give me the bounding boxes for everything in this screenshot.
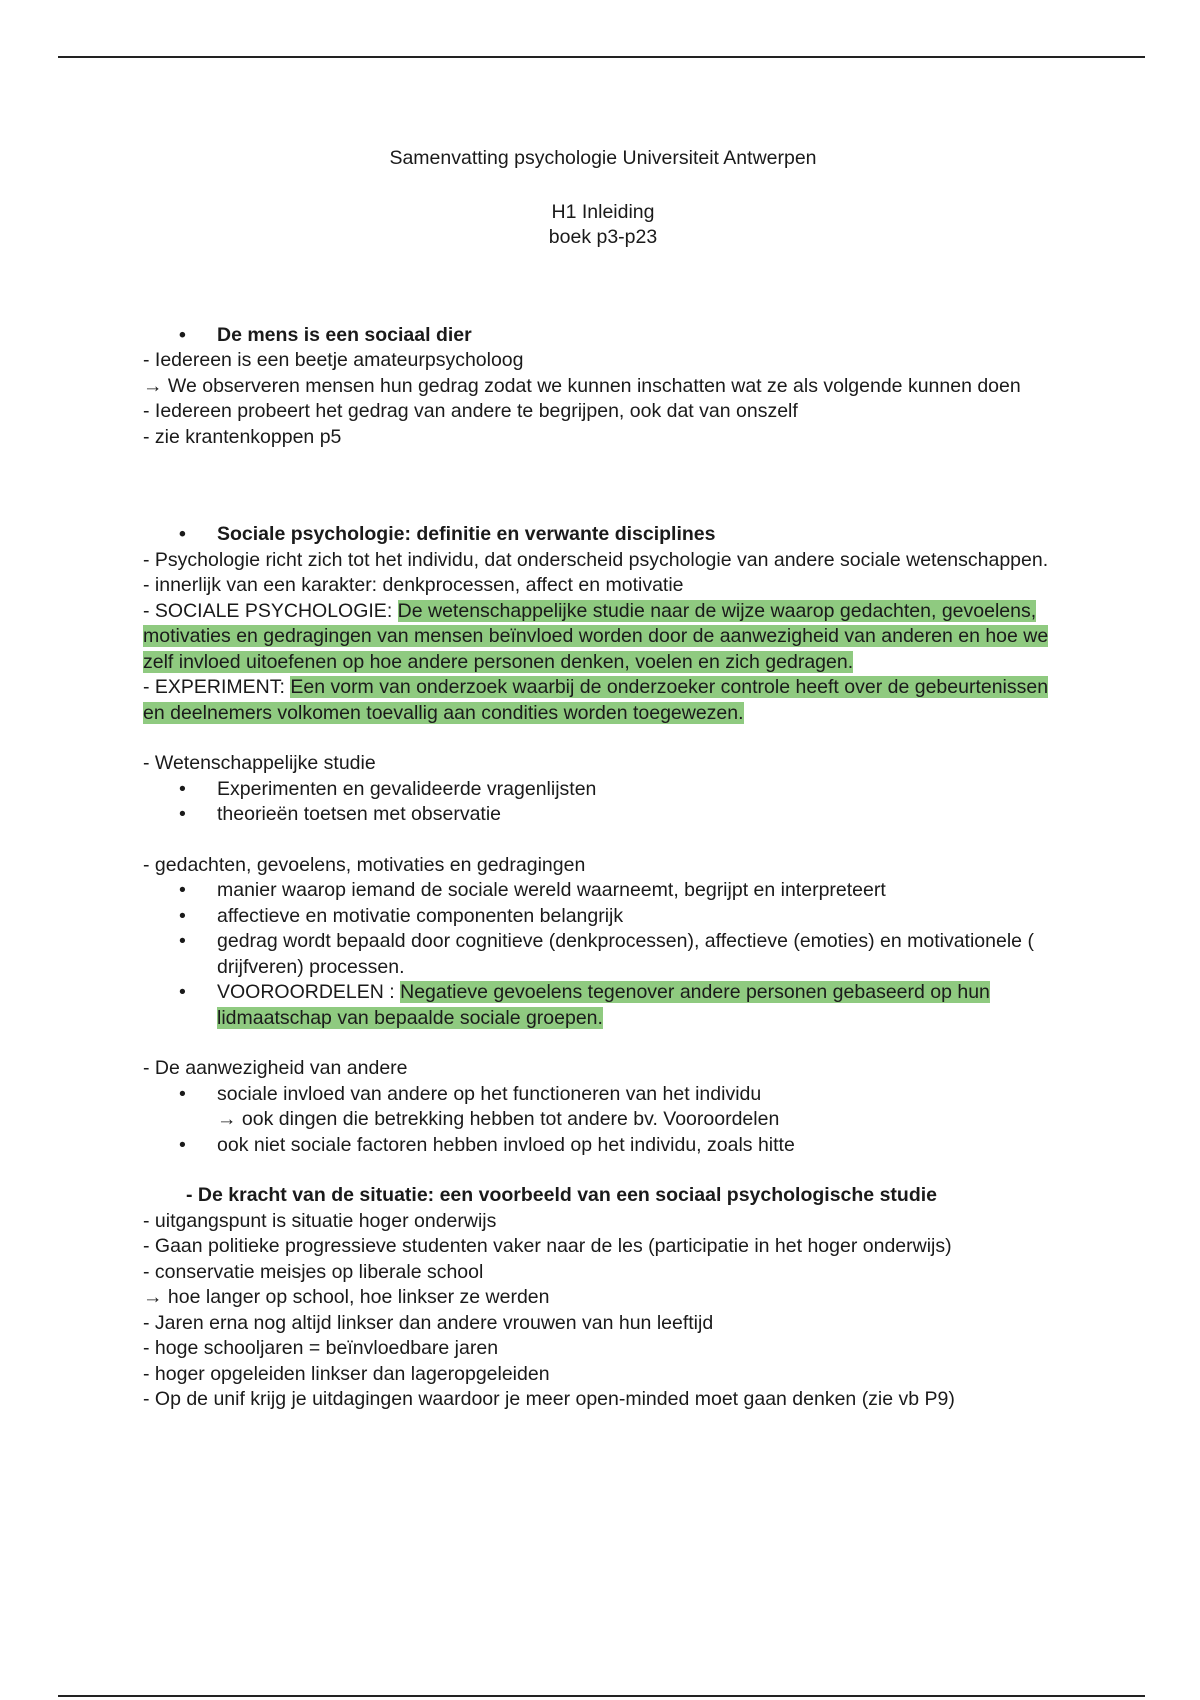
list-item: • ook niet sociale factoren hebben invloed op het individu, zoals hitte (143, 1133, 1063, 1159)
page-range: boek p3-p23 (548, 226, 658, 248)
text-line: - Iedereen probeert het gedrag van andere te begrijpen, ook dat van onszelf (143, 400, 798, 422)
list-item: • manier waarop iemand de sociale wereld waarneemt, begrijpt en interpreteert (143, 878, 1063, 904)
chapter-title: H1 Inleiding (551, 200, 655, 223)
text-line: - hoge schooljaren = beïnvloedbare jaren (143, 1337, 499, 1359)
text-line: - Psychologie richt zich tot het individu, dat onderscheid psychologie van andere sociale wetenschappen. (143, 548, 1049, 571)
highlighted-definition: Een vorm van onderzoek waarbij de onderzoeker controle heeft over de gebeurtenissen en deelnemers volkomen toevallig aan condities worden toegewezen. (143, 676, 1049, 724)
document-title: Samenvatting psychologie Universiteit Antwerpen (389, 147, 817, 169)
text-line: - conservatie meisjes op liberale school (143, 1260, 484, 1283)
top-rule (58, 56, 1145, 58)
text-line: - De aanwezigheid van andere (143, 1057, 408, 1079)
sub-item: → ook dingen die betrekking hebben tot andere bv. Vooroordelen (217, 1108, 780, 1130)
text-line: → hoe langer op school, hoe linkser ze werden (143, 1286, 550, 1308)
section-heading-power-of-situation: - De kracht van de situatie: een voorbeeld van een sociaal psychologische studie (186, 1184, 937, 1206)
text-line: - innerlijk van een karakter: denkprocessen, affect en motivatie (143, 574, 684, 596)
bottom-rule (58, 1695, 1145, 1697)
list-item: • affectieve en motivatie componenten belangrijk (143, 904, 1063, 930)
definition-label: VOOROORDELEN : (217, 981, 401, 1003)
text-line: → We observeren mensen hun gedrag zodat we kunnen inschatten wat ze als volgende kunnen doen (143, 374, 1021, 397)
list-item: • Experimenten en gevalideerde vragenlijsten (143, 777, 1063, 803)
text-line: - Iedereen is een beetje amateurpsycholoog (143, 349, 524, 371)
text-line: - uitgangspunt is situatie hoger onderwijs (143, 1209, 497, 1232)
section-heading-social-animal: • De mens is een sociaal dier (143, 323, 1063, 349)
document-body (143, 146, 1063, 1413)
definition-label: - EXPERIMENT: (143, 676, 291, 698)
highlighted-definition: Negatieve gevoelens tegenover andere personen gebaseerd op hun lidmaatschap van bepaalde sociale groepen. (217, 981, 990, 1029)
list-item: • sociale invloed van andere op het functioneren van het individu (143, 1082, 1063, 1108)
definition-label: - SOCIALE PSYCHOLOGIE: (143, 599, 398, 622)
list-item: • theorieën toetsen met observatie (143, 802, 1063, 828)
text-line: - Op de unif krijg je uitdagingen waardoor je meer open-minded moet gaan denken (zie vb P9) (143, 1388, 955, 1410)
list-item-prejudice (143, 980, 1063, 1031)
section-heading-social-psychology: • Sociale psychologie: definitie en verwante disciplines (143, 522, 1063, 548)
definition-experiment (143, 675, 1063, 726)
text-line: - Wetenschappelijke studie (143, 752, 376, 774)
text-line: - gedachten, gevoelens, motivaties en gedragingen (143, 853, 586, 876)
list-item: • gedrag wordt bepaald door cognitieve (denkprocessen), affectieve (emoties) en motivationele ( drijfveren) processen. (143, 929, 1063, 980)
definition-social-psychology (143, 599, 1063, 676)
text-line: - zie krantenkoppen p5 (143, 425, 342, 448)
text-line: - Gaan politieke progressieve studenten vaker naar de les (participatie in het hoger onderwijs) (143, 1235, 952, 1257)
highlighted-definition: De wetenschappelijke studie naar de wijze waarop gedachten, gevoelens, motivaties en gedragingen van mensen beïnvloed worden door de aanwezigheid van anderen en hoe we zelf invloed uitoefenen op hoe andere personen denken, voelen en zich gedragen. (143, 599, 1049, 673)
text-line: - Jaren erna nog altijd linkser dan andere vrouwen van hun leeftijd (143, 1311, 714, 1334)
text-line: - hoger opgeleiden linkser dan lageropgeleiden (143, 1362, 550, 1385)
